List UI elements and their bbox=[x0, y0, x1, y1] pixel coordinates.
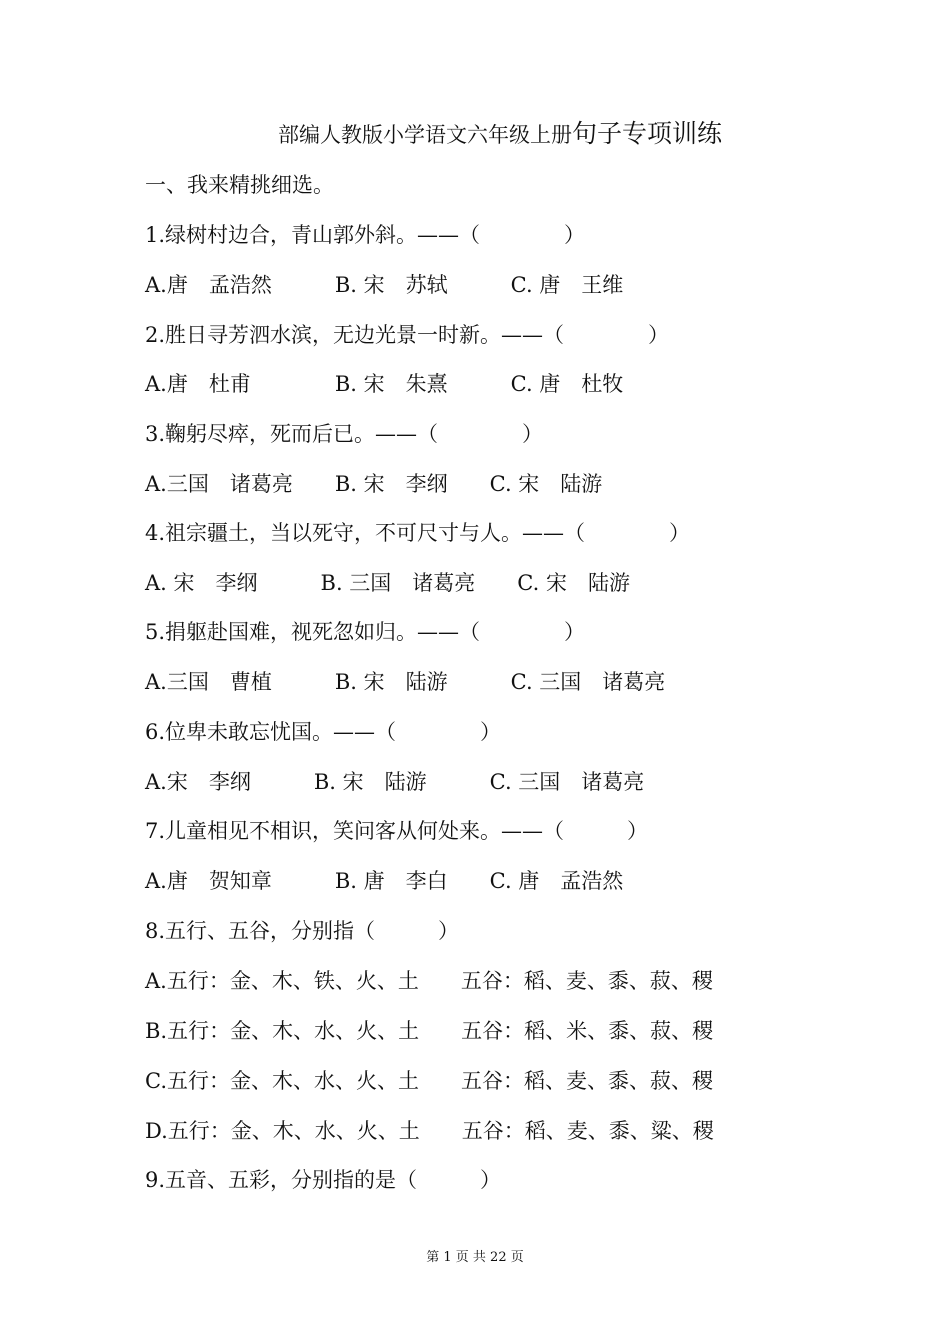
options-6: A.宋 李纲 B. 宋 陆游 C. 三国 诸葛亮 bbox=[145, 770, 645, 794]
option-8d: D.五行：金、木、水、火、土 五谷：稻、麦、黍、粱、稷 bbox=[145, 1119, 714, 1143]
option-8c: C.五行：金、木、水、火、土 五谷：稻、麦、黍、菽、稷 bbox=[145, 1069, 713, 1093]
question-8: 8.五行、五谷，分别指（ ） bbox=[145, 919, 460, 943]
question-7: 7.儿童相见不相识，笑问客从何处来。——（ ） bbox=[145, 819, 649, 843]
options-2: A.唐 杜甫 B. 宋 朱熹 C. 唐 杜牧 bbox=[145, 372, 624, 396]
page-footer: 第 1 页 共 22 页 bbox=[426, 1250, 524, 1265]
question-5: 5.捐躯赴国难，视死忽如归。——（ ） bbox=[145, 620, 586, 644]
options-1: A.唐 孟浩然 B. 宋 苏轼 C. 唐 王维 bbox=[145, 273, 624, 297]
question-6: 6.位卑未敢忘忧国。——（ ） bbox=[145, 720, 502, 744]
question-3: 3.鞠躬尽瘁，死而后已。——（ ） bbox=[145, 422, 544, 446]
question-1: 1.绿树村边合，青山郭外斜。——（ ） bbox=[145, 223, 586, 247]
options-7: A.唐 贺知章 B. 唐 李白 C. 唐 孟浩然 bbox=[145, 869, 624, 893]
question-2: 2.胜日寻芳泗水滨，无边光景一时新。——（ ） bbox=[145, 323, 670, 347]
question-9: 9.五音、五彩，分别指的是（ ） bbox=[145, 1168, 502, 1192]
title-part-2: 句子专项训练 bbox=[571, 119, 722, 148]
page-title bbox=[0, 114, 950, 150]
options-5: A.三国 曹植 B. 宋 陆游 C. 三国 诸葛亮 bbox=[145, 670, 666, 694]
option-8b: B.五行：金、木、水、火、土 五谷：稻、米、黍、菽、稷 bbox=[145, 1019, 714, 1043]
question-4: 4.祖宗疆土，当以死守，不可尺寸与人。——（ ） bbox=[145, 521, 691, 545]
section-heading: 一、我来精挑细选。 bbox=[145, 173, 334, 197]
title-part-1: 部编人教版小学语文六年级上册 bbox=[277, 123, 572, 147]
options-3: A.三国 诸葛亮 B. 宋 李纲 C. 宋 陆游 bbox=[145, 472, 603, 496]
option-8a: A.五行：金、木、铁、火、土 五谷：稻、麦、黍、菽、稷 bbox=[145, 969, 713, 993]
options-4: A. 宋 李纲 B. 三国 诸葛亮 C. 宋 陆游 bbox=[145, 571, 630, 595]
